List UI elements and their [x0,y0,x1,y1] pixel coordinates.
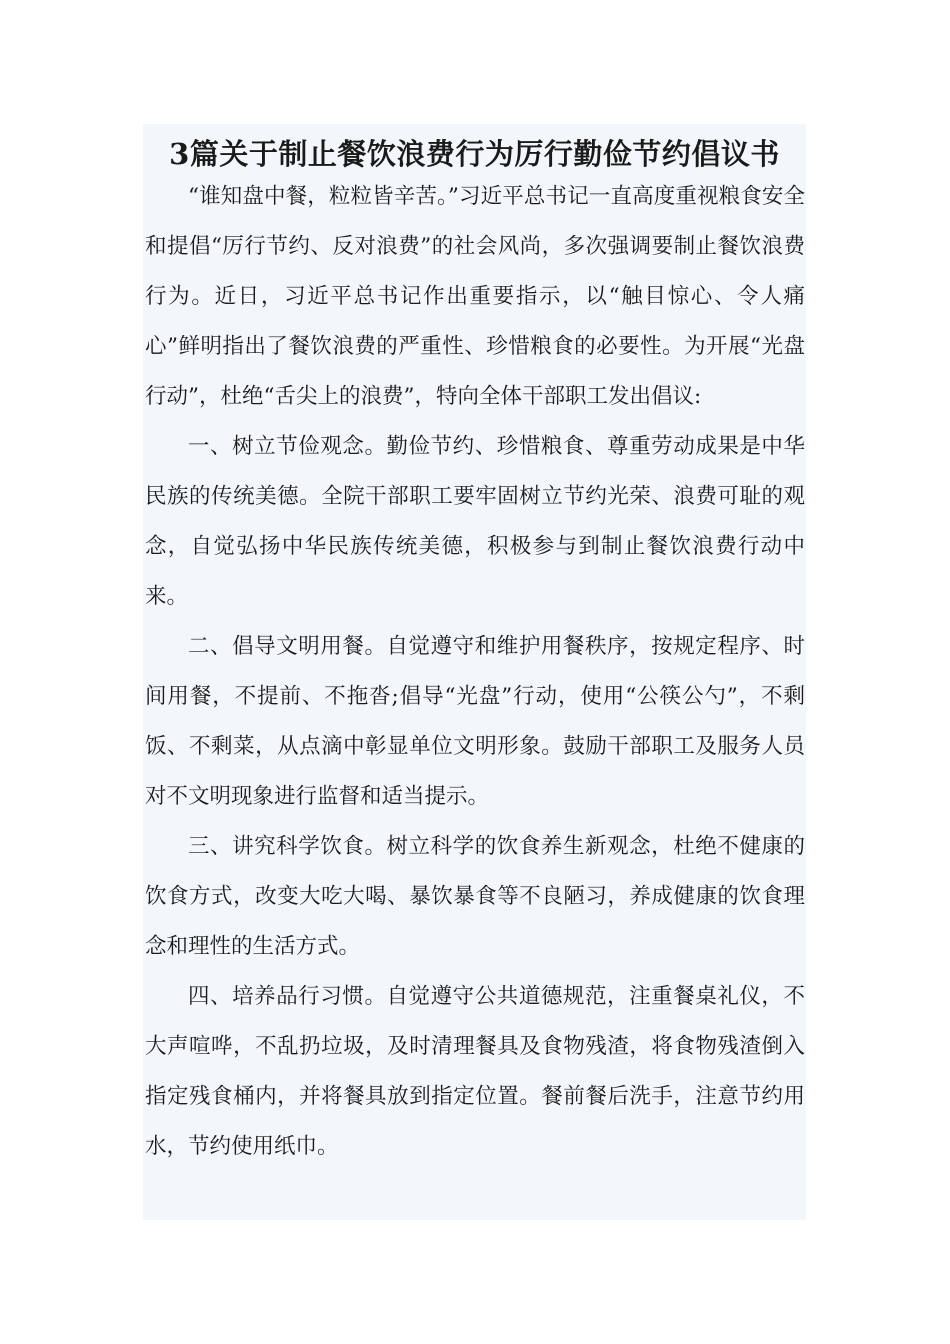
document-title: 3篇关于制止餐饮浪费行为厉行勤俭节约倡议书 [169,137,780,171]
document-body [145,172,805,1172]
paragraph-item-4: 四、培养品行习惯。自觉遵守公共道德规范，注重餐桌礼仪，不大声喧哗，不乱扔垃圾，及时清理餐具及食物残渣，将食物残渣倒入指定残食桶内，并将餐具放到指定位置。餐前餐后洗手，注意节约用水，节约使用纸巾。 [145,984,805,1159]
paragraph-item-3: 三、讲究科学饮食。树立科学的饮食养生新观念，杜绝不健康的饮食方式，改变大吃大喝、暴饮暴食等不良陋习，养成健康的饮食理念和理性的生活方式。 [145,834,805,959]
paragraph-item-1: 一、树立节俭观念。勤俭节约、珍惜粮食、尊重劳动成果是中华民族的传统美德。全院干部职工要牢固树立节约光荣、浪费可耻的观念，自觉弘扬中华民族传统美德，积极参与到制止餐饮浪费行动中来。 [145,434,805,609]
intro-paragraph: “谁知盘中餐，粒粒皆辛苦。”习近平总书记一直高度重视粮食安全和提倡“厉行节约、反对浪费”的社会风尚，多次强调要制止餐饮浪费行为。近日，习近平总书记作出重要指示，以“触目惊心、令人痛心”鲜明指出了餐饮浪费的严重性、珍惜粮食的必要性。为开展“光盘行动”，杜绝“舌尖上的浪费”，特向全体干部职工发出倡议: [145,184,805,409]
paragraph-item-2: 二、倡导文明用餐。自觉遵守和维护用餐秩序，按规定程序、时间用餐，不提前、不拖沓;倡导“光盘”行动，使用“公筷公勺”，不剩饭、不剩菜，从点滴中彰显单位文明形象。鼓励干部职工及服务人员对不文明现象进行监督和适当提示。 [145,634,805,809]
